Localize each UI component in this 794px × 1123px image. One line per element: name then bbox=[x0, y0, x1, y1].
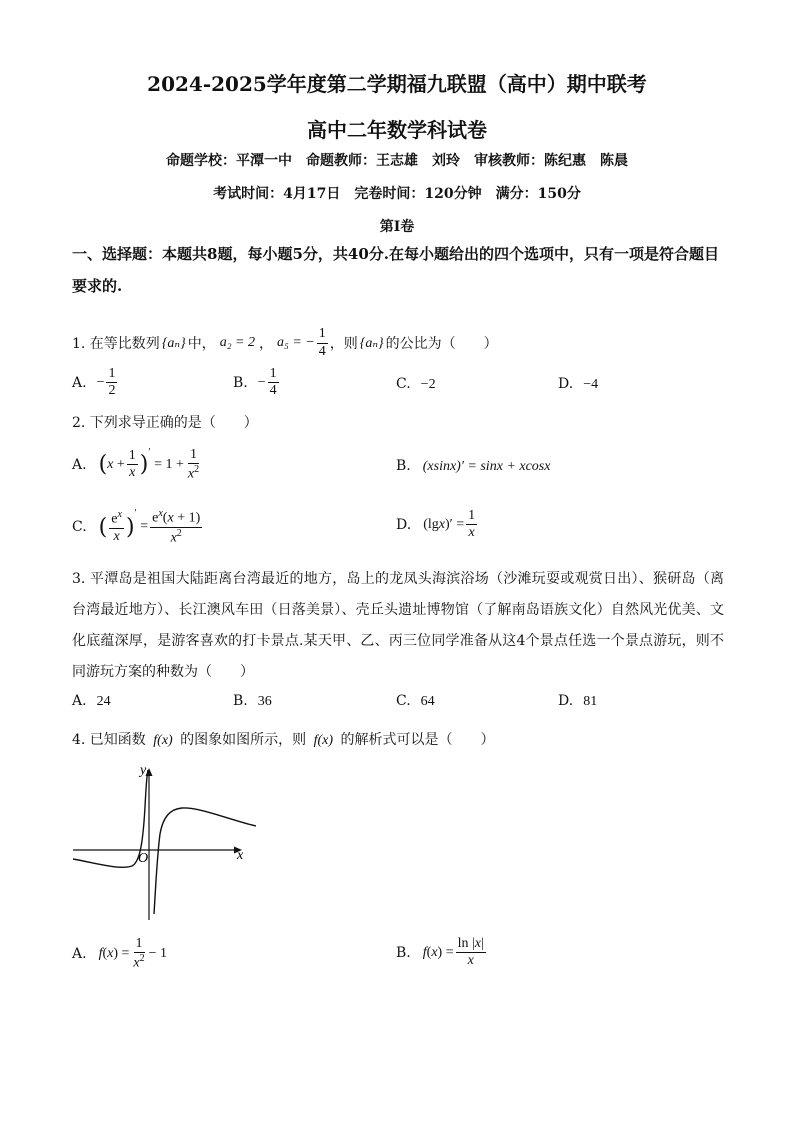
q4-fx: f(x) bbox=[153, 733, 173, 748]
x-axis-label: x bbox=[237, 848, 244, 863]
q1-option-d[interactable]: D. −4 bbox=[558, 376, 599, 392]
q1-fraction: $\frac{1}{4}$ bbox=[318, 326, 326, 359]
q1-a5: a₅ = − bbox=[277, 335, 315, 350]
q1-seq-2: {aₙ} bbox=[359, 335, 384, 351]
q1-comma: ，则 bbox=[329, 336, 358, 352]
q3-option-d[interactable]: D. 81 bbox=[558, 693, 598, 709]
curve-left-branch bbox=[73, 770, 148, 867]
q1-seq: {aₙ} bbox=[161, 335, 186, 351]
q2-option-a[interactable]: A. ( x + $\frac{1}{x}$ ) ′ = 1 + $\frac{1}{x^2}$ bbox=[72, 447, 200, 482]
question-1: 1. 在等比数列 {aₙ} 中， a₂ = 2 ， a₅ = − $\frac{1}{4}$ ，则 {aₙ} 的公比为（ ） bbox=[72, 326, 498, 359]
q4-option-b[interactable]: B. f ( x ) = $\frac{\ln |x|}{x}$ bbox=[396, 936, 484, 969]
q1-prefix: 1. 在等比数列 bbox=[72, 336, 160, 352]
q1-option-c[interactable]: C. −2 bbox=[396, 376, 436, 392]
q4-fx-2: f(x) bbox=[313, 733, 334, 748]
function-graph bbox=[70, 762, 260, 922]
section-heading: 一、选择题：本题共8题，每小题5分，共40分.在每小题给出的四个选项中，只有一项是符合题目要求的. bbox=[72, 245, 719, 295]
page-title: 2024-2025学年度第二学期福九联盟（高中）期中联考 bbox=[147, 72, 647, 96]
question-2: 2. 下列求导正确的是（ ） bbox=[72, 415, 258, 431]
y-axis-label: y bbox=[140, 763, 147, 778]
origin-label: O bbox=[138, 851, 149, 866]
q3-option-a[interactable]: A. 24 bbox=[72, 693, 111, 709]
q1-suffix: 的公比为（ ） bbox=[385, 336, 498, 352]
q1-a2: a₂ = 2 bbox=[219, 335, 256, 350]
q1-mid: 中， bbox=[187, 336, 216, 352]
q2-option-c[interactable]: C. ( $\frac{e^x}{x}$ ) ′ = $\frac{e^x(x + 1)}{x^2}$ bbox=[72, 508, 201, 546]
author-line: 命题学校：平潭一中 命题教师：王志雄 刘玲 审核教师：陈纪惠 陈晨 bbox=[166, 153, 628, 169]
volume-label: 第I卷 bbox=[379, 219, 415, 235]
q4-option-a[interactable]: A. f ( x ) = $\frac{1}{x^2}$ − 1 bbox=[72, 936, 168, 971]
page-subtitle: 高中二年数学科试卷 bbox=[307, 118, 487, 142]
q3-option-b[interactable]: B. 36 bbox=[233, 693, 272, 709]
exam-info: 考试时间：4月17日 完卷时间：120分钟 满分：150分 bbox=[213, 186, 581, 202]
q2-option-d[interactable]: D. (lg x )′ = $\frac{1}{x}$ bbox=[396, 508, 476, 541]
q1-option-b[interactable]: B. − $\frac{1}{4}$ bbox=[233, 366, 277, 399]
q2-option-b[interactable]: B. (xsinx)′ = sinx + xcosx bbox=[396, 458, 551, 474]
q3-option-c[interactable]: C. 64 bbox=[396, 693, 435, 709]
question-3: 3. 平潭岛是祖国大陆距离台湾最近的地方，岛上的龙凤头海滨浴场（沙滩玩耍或观赏日出）、猴研岛（离台湾最近地方）、长江澳风车田（日落美景）、壳丘头遗址博物馆（了解南岛语族文化）自然风光优美、文化底蕴深厚，是游客喜欢的打卡景点.某天甲、乙、丙三位同学准备从这4个景点任选一个景点游玩，则不同游玩方案的种数为（ ） bbox=[72, 571, 724, 680]
question-4: 4. 已知函数 f(x) 的图象如图所示，则 f(x) 的解析式可以是（ ） bbox=[72, 732, 495, 748]
q1-option-a[interactable]: A. − $\frac{1}{2}$ bbox=[72, 366, 116, 399]
